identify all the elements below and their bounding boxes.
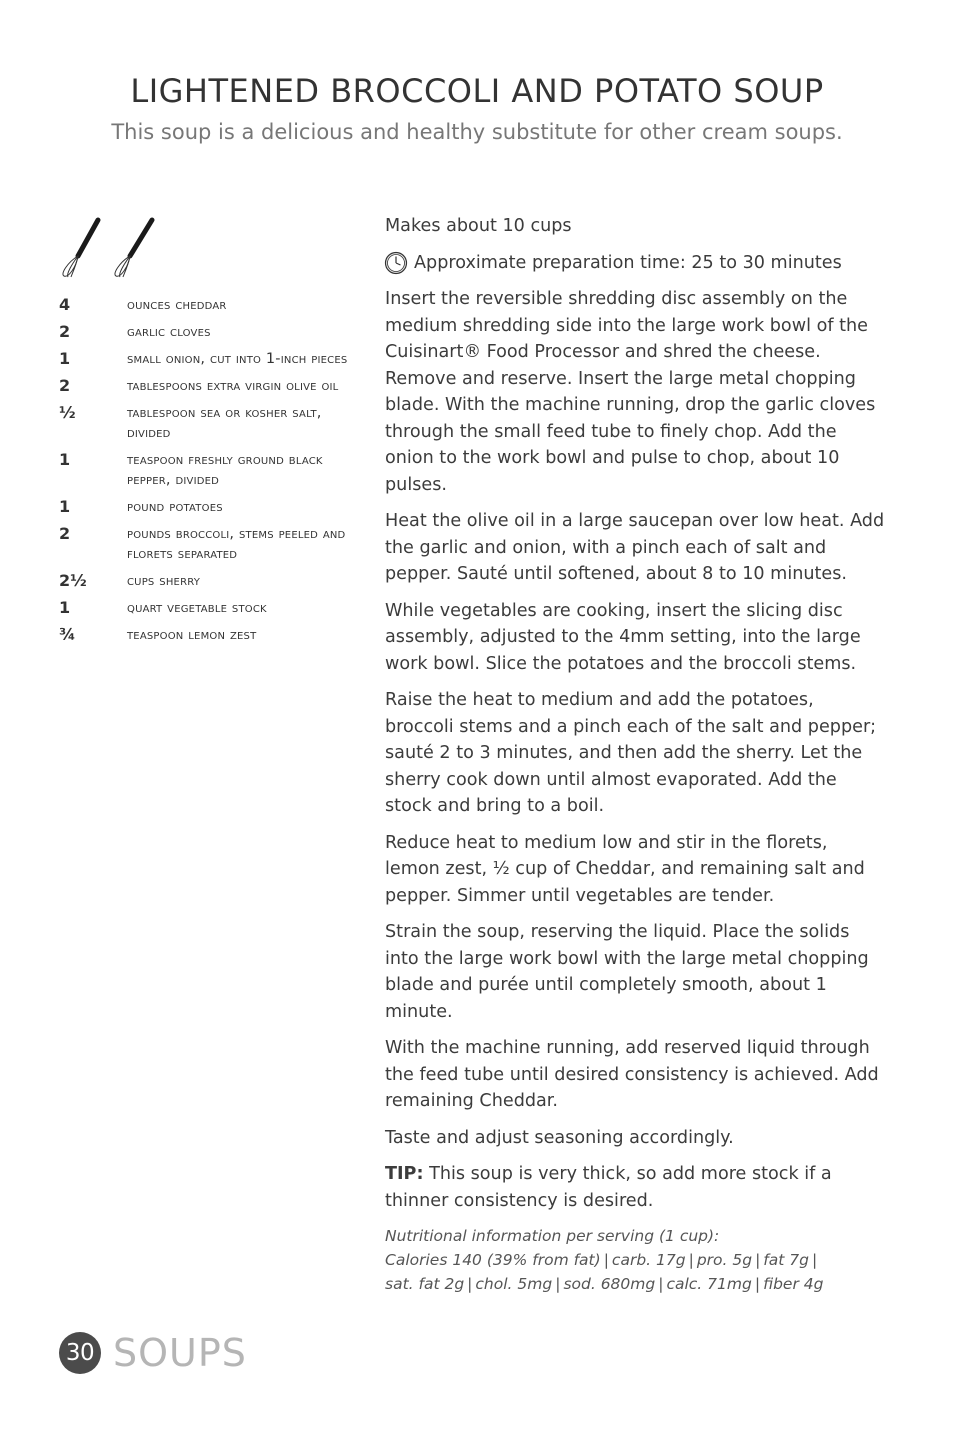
- ingredient-qty: ½: [59, 403, 76, 422]
- ingredient-qty: 4: [59, 295, 71, 314]
- ingredient-list: [59, 296, 359, 653]
- method-step: Heat the olive oil in a large saucepan over low heat. Add the garlic and onion, with a pinch each of salt and pepper. Sauté until softened, about 8 to 10 minutes.: [385, 511, 885, 584]
- ingredient-qty: 1: [59, 349, 71, 368]
- method-step: Raise the heat to medium and add the potatoes, broccoli stems and a pinch each of the salt and pepper; sauté 2 to 3 minutes, and then add the sherry. Let the sherry cook down until almost evaporated. Add the stock and bring to a boil.: [385, 690, 877, 816]
- method-step: With the machine running, add reserved liquid through the feed tube until desired consistency is achieved. Add remaining Cheddar.: [385, 1038, 879, 1111]
- ingredient-name: quart vegetable stock: [127, 600, 267, 616]
- nutrition-value: chol. 5mg: [475, 1275, 553, 1293]
- ingredient-qty: 2: [59, 376, 71, 395]
- nutrition-value: calc. 71mg: [666, 1275, 752, 1293]
- ingredient-qty: 2: [59, 322, 71, 341]
- whisk-icon: [63, 220, 98, 277]
- ingredient-row: [59, 451, 359, 490]
- nutrition-value: sod. 680mg: [563, 1275, 656, 1293]
- nutrition-value: fat 7g: [763, 1251, 809, 1269]
- ingredient-name: small onion, cut into 1-inch pieces: [127, 351, 348, 367]
- ingredient-row: [59, 296, 359, 315]
- ingredient-row: [59, 525, 359, 564]
- ingredient-row: [59, 599, 359, 618]
- nutrition-heading: Nutritional information per serving (1 cup):: [385, 1227, 720, 1245]
- ingredient-row: [59, 498, 359, 517]
- method-step: Insert the reversible shredding disc assembly on the medium shredding side into the large work bowl of the Cuisinart® Food Processor and shred the cheese. Remove and reserve. Insert the large metal chopping blade. With the machine running, drop the garlic cloves through the small feed tube to finely chop. Add the onion to the work bowl and pulse to chop, about 10 pulses.: [385, 289, 876, 495]
- ingredient-row: [59, 572, 359, 591]
- ingredient-name: pound potatoes: [127, 499, 223, 515]
- ingredient-name: tablespoon sea or kosher salt, divided: [127, 405, 322, 441]
- ingredient-row: [59, 350, 359, 369]
- tip-label: TIP:: [385, 1164, 424, 1184]
- nutrition-value: sat. fat 2g: [385, 1275, 465, 1293]
- clock-icon: [384, 251, 408, 275]
- ingredient-name: tablespoons extra virgin olive oil: [127, 378, 339, 394]
- nutrition-value: carb. 17g: [611, 1251, 686, 1269]
- ingredient-row: [59, 377, 359, 396]
- ingredient-name: cups sherry: [127, 573, 201, 589]
- ingredient-name: ounces cheddar: [127, 297, 227, 313]
- ingredient-name: teaspoon lemon zest: [127, 627, 257, 643]
- yield-text: Makes about 10 cups: [385, 216, 572, 236]
- ingredient-row: [59, 323, 359, 342]
- page-subtitle: This soup is a delicious and healthy substitute for other cream soups.: [111, 120, 843, 144]
- tip-text: This soup is very thick, so add more stock if a thinner consistency is desired.: [385, 1164, 832, 1211]
- nutrition-line: Calories 140 (39% from fat) | carb. 17g | pro. 5g | fat 7g |: [385, 1251, 818, 1269]
- nutrition-value: Calories 140 (39% from fat): [385, 1251, 601, 1269]
- ingredient-qty: 1: [59, 450, 71, 469]
- method-step: Taste and adjust seasoning accordingly.: [385, 1127, 734, 1148]
- nutrition-value: fiber 4g: [763, 1275, 824, 1293]
- page-title: LIGHTENED BROCCOLI AND POTATO SOUP: [130, 72, 824, 110]
- prep-time: [385, 250, 885, 277]
- ingredient-qty: 1: [59, 598, 71, 617]
- ingredient-name: garlic cloves: [127, 324, 211, 340]
- ingredient-name: pounds broccoli, stems peeled and florets separated: [127, 526, 346, 562]
- page-number: 30: [59, 1332, 101, 1374]
- difficulty-whisks: [58, 216, 158, 280]
- whisk-icon: [115, 220, 152, 277]
- ingredient-row: [59, 404, 359, 443]
- ingredient-qty: 2: [59, 524, 71, 543]
- section-title: SOUPS: [113, 1331, 247, 1375]
- tip: [385, 1161, 885, 1214]
- ingredient-row: [59, 626, 359, 645]
- ingredient-name: teaspoon freshly ground black pepper, divided: [127, 452, 323, 488]
- method-step: While vegetables are cooking, insert the slicing disc assembly, adjusted to the 4mm setting, into the large work bowl. Slice the potatoes and the broccoli stems.: [385, 600, 861, 674]
- page-footer: [59, 1331, 247, 1375]
- nutrition-info: [385, 1224, 885, 1296]
- method-column: [385, 213, 885, 1296]
- method-step: Reduce heat to medium low and stir in the florets, lemon zest, ½ cup of Cheddar, and remaining salt and pepper. Simmer until vegetables are tender.: [385, 832, 865, 906]
- ingredient-qty: 1: [59, 497, 71, 516]
- nutrition-line: sat. fat 2g | chol. 5mg | sod. 680mg | calc. 71mg | fiber 4g: [385, 1275, 824, 1293]
- nutrition-value: pro. 5g: [696, 1251, 753, 1269]
- prep-time-text: Approximate preparation time: 25 to 30 minutes: [414, 252, 842, 273]
- ingredient-qty: ¾: [59, 625, 76, 644]
- ingredient-qty: 2½: [59, 571, 87, 590]
- method-step: Strain the soup, reserving the liquid. Place the solids into the large work bowl with the large metal chopping blade and purée until completely smooth, about 1 minute.: [385, 922, 869, 1022]
